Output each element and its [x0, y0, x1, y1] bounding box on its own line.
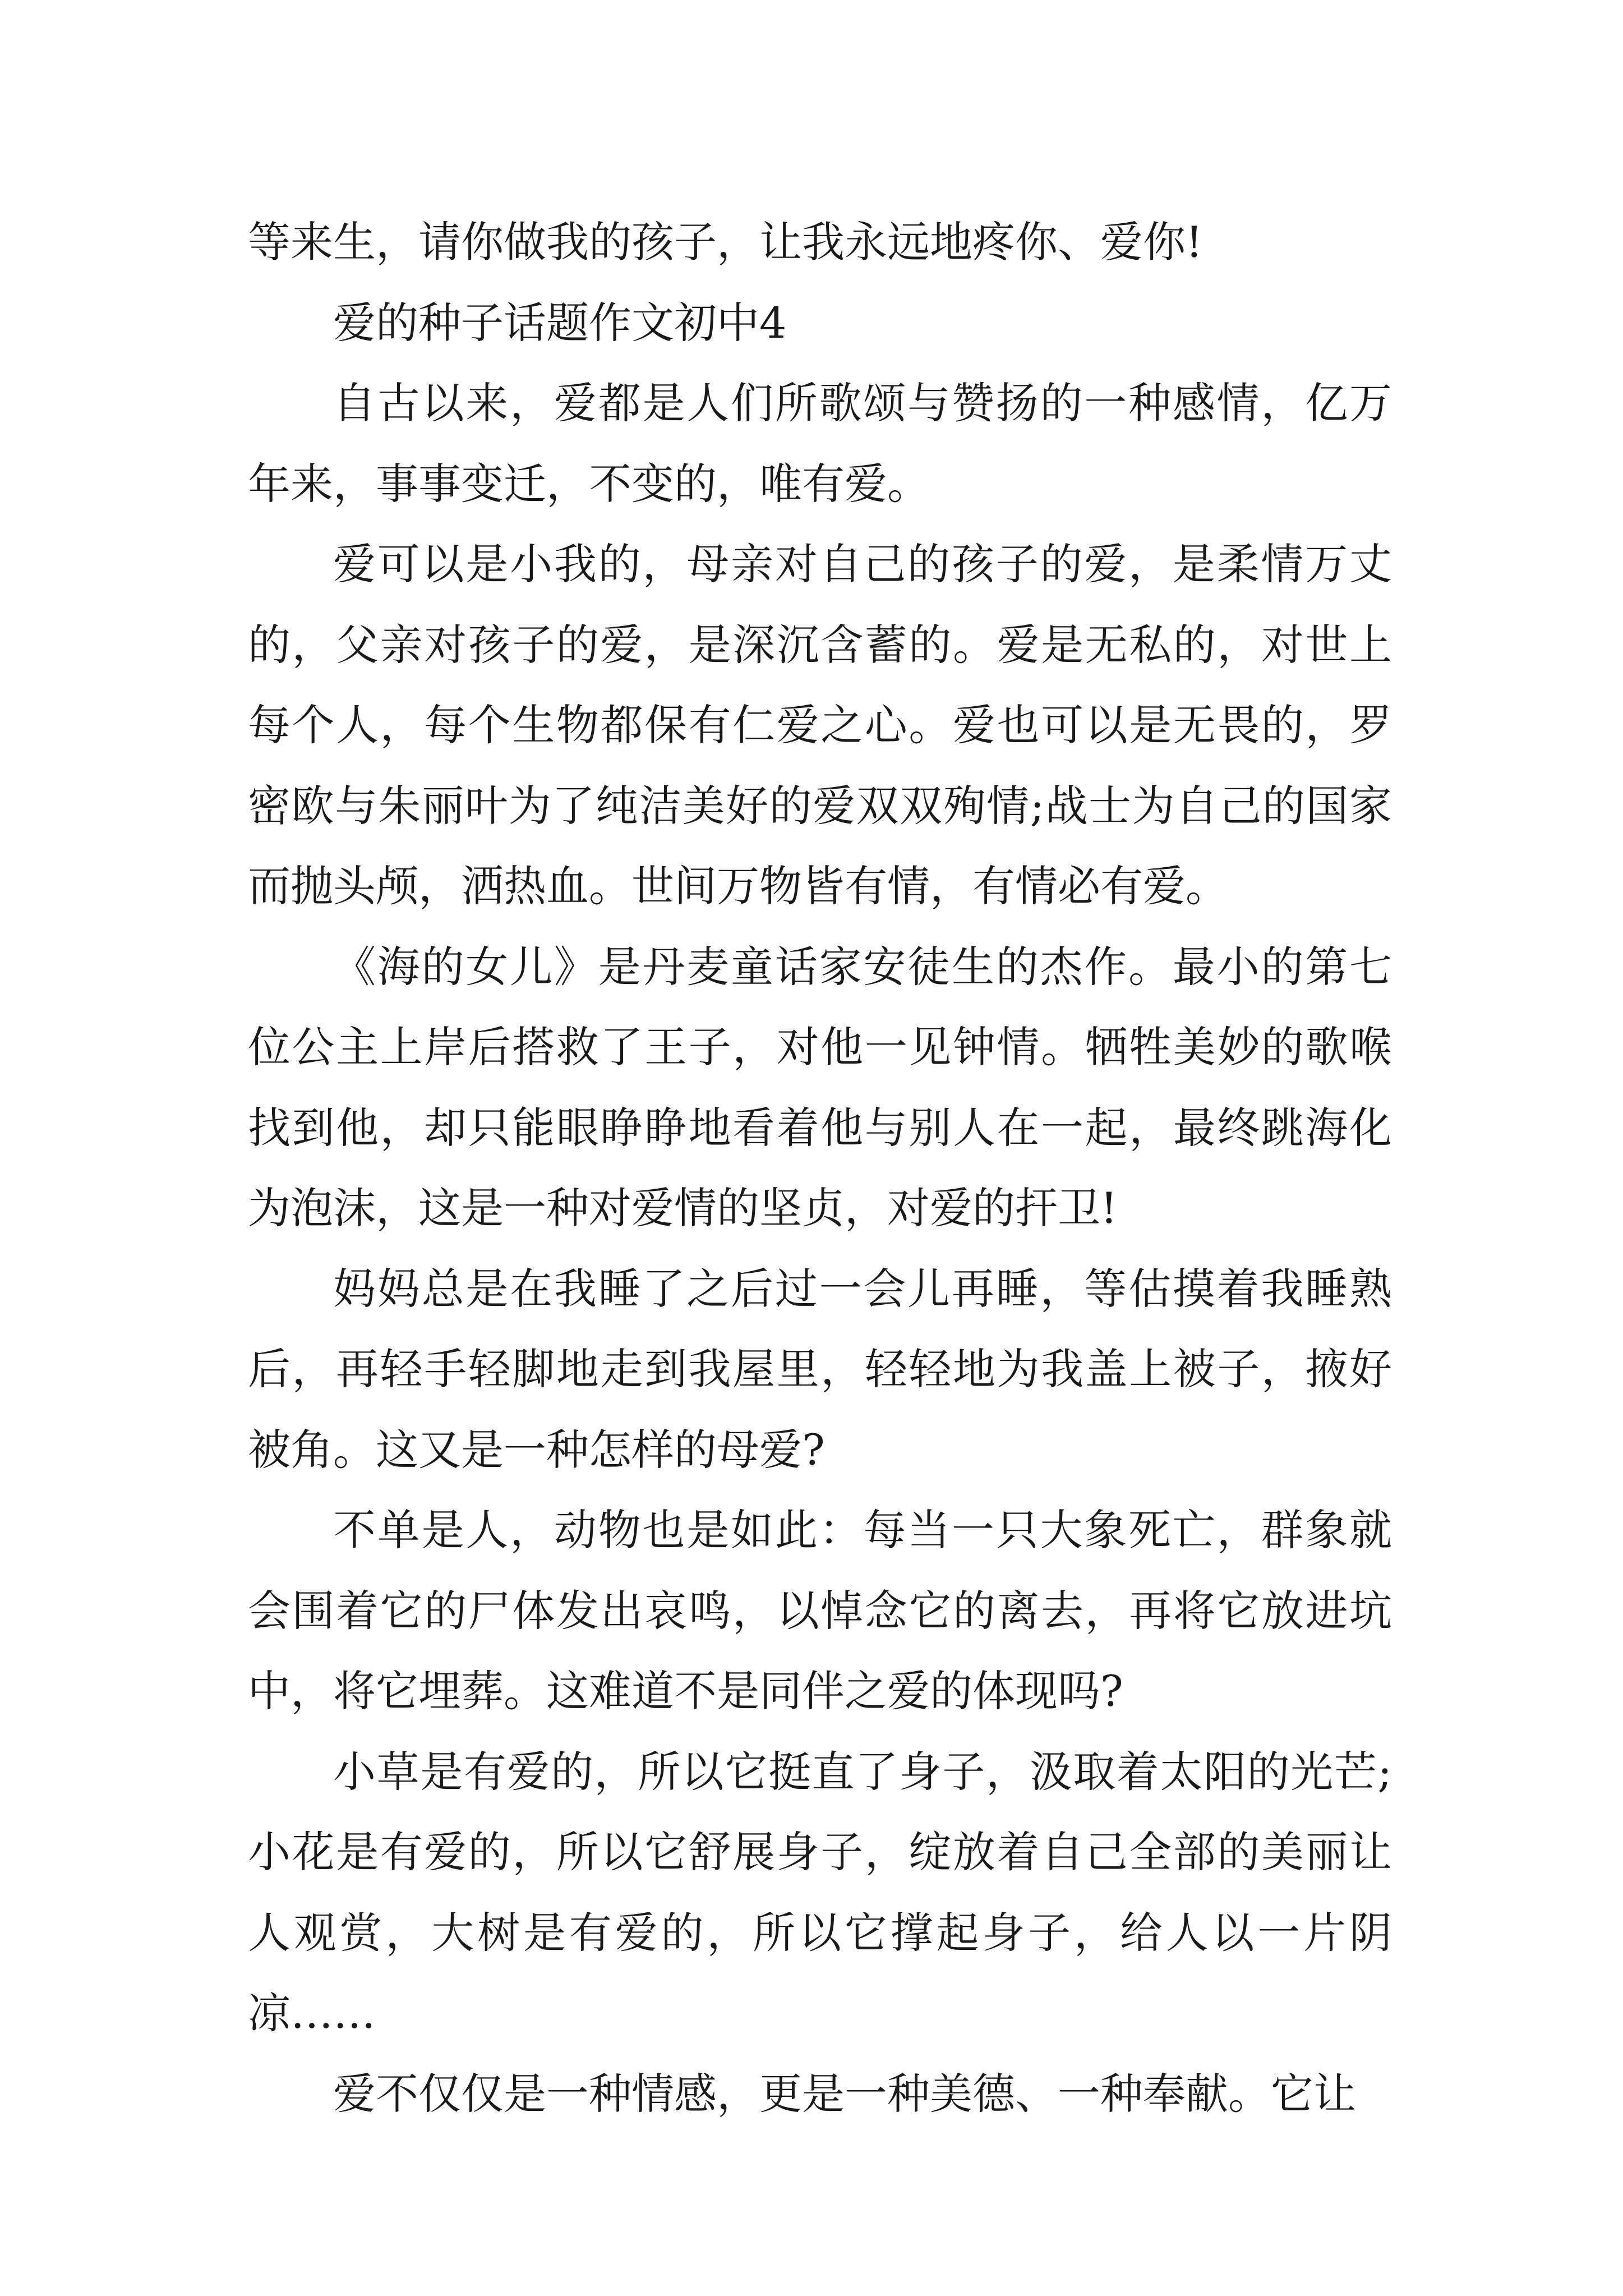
paragraph: 《海的女儿》是丹麦童话家安徒生的杰作。最小的第七位公主上岸后搭救了王子，对他一见钟情。牺牲美妙的歌喉找到他，却只能眼睁睁地看着他与别人在一起，最终跳海化为泡沫，这是一种对爱情的坚贞，对爱的扞卫!: [248, 941, 1392, 1233]
paragraph: 爱可以是小我的，母亲对自己的孩子的爱，是柔情万丈的，父亲对孩子的爱，是深沉含蓄的。爱是无私的，对世上每个人，每个生物都保有仁爱之心。爱也可以是无畏的，罗密欧与朱丽叶为了纯洁美好的爱双双殉情;战士为自己的国家而抛头颅，洒热血。世间万物皆有情，有情必有爱。: [248, 539, 1392, 911]
paragraph-continuation: 等来生，请你做我的孩子，让我永远地疼你、爱你!: [248, 217, 1203, 267]
paragraph: 爱不仅仅是一种情感，更是一种美德、一种奉献。它让: [333, 2068, 1356, 2119]
paragraph: 自古以来，爱都是人们所歌颂与赞扬的一种感情，亿万年来，事事变迁，不变的，唯有爱。: [248, 378, 1392, 509]
paragraph: 不单是人，动物也是如此：每当一只大象死亡，群象就会围着它的尸体发出哀鸣，以悼念它的离去，再将它放进坑中，将它埋葬。这难道不是同伴之爱的体现吗?: [248, 1505, 1392, 1716]
document-body: [248, 202, 1392, 2134]
paragraph: 妈妈总是在我睡了之后过一会儿再睡，等估摸着我睡熟后，再轻手轻脚地走到我屋里，轻轻地为我盖上被子，掖好被角。这又是一种怎样的母爱?: [248, 1263, 1392, 1475]
paragraph: 小草是有爱的，所以它挺直了身子，汲取着太阳的光芒;小花是有爱的，所以它舒展身子，绽放着自己全部的美丽让人观赏，大树是有爱的，所以它撑起身子，给人以一片阴凉……: [248, 1746, 1392, 2038]
section-heading: 爱的种子话题作文初中4: [333, 297, 787, 348]
